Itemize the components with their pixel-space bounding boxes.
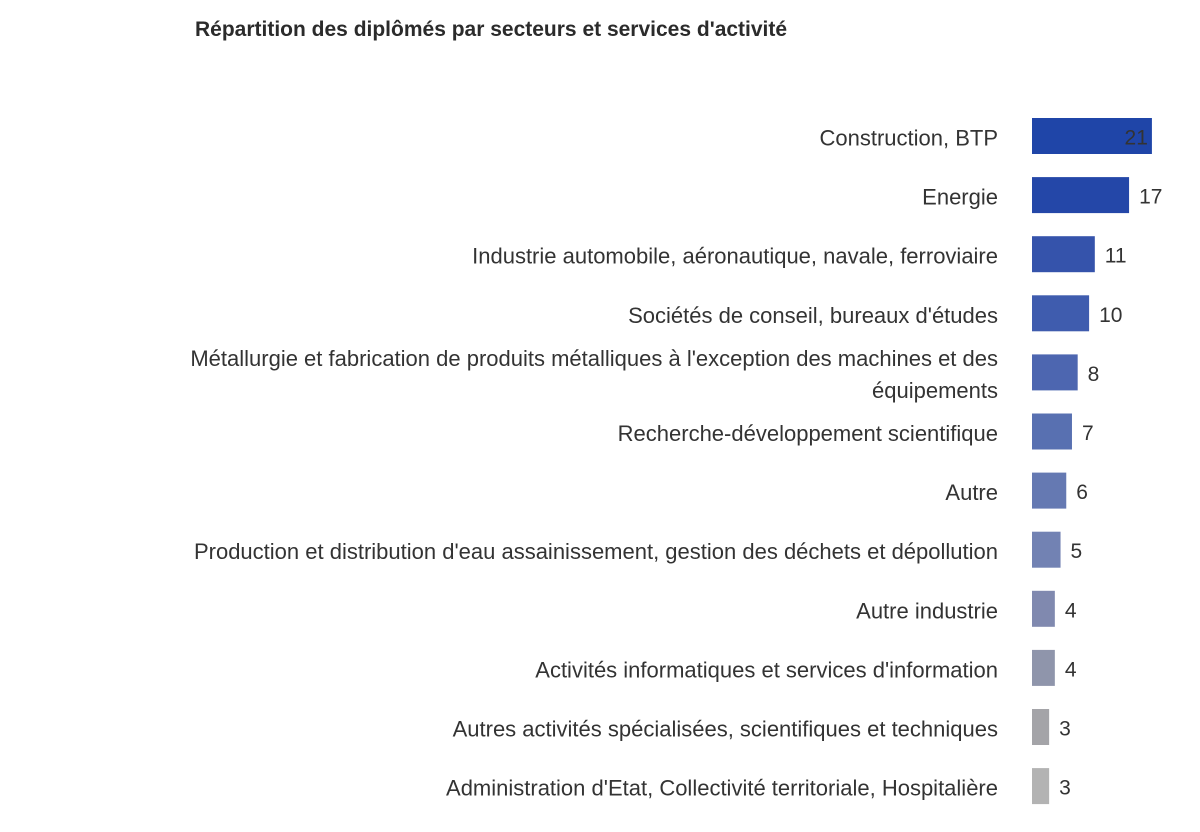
value-label-5: 7 [1081, 422, 1094, 445]
bar-10 [1032, 709, 1049, 745]
category-label-3: Sociétés de conseil, bureaux d'études [628, 302, 998, 328]
bar-2 [1032, 236, 1095, 272]
value-label-9: 4 [1064, 658, 1077, 682]
bar-8 [1032, 591, 1055, 627]
category-label-7: Production et distribution d'eau assainissement, gestion des déchets et dépollution [193, 539, 998, 565]
value-label-4: 8 [1087, 362, 1100, 386]
value-label-11: 3 [1059, 776, 1071, 800]
category-label-5: Recherche-développement scientifique [617, 421, 998, 446]
chart-title: Répartition des diplômés par secteurs et services d'activité [195, 18, 788, 41]
value-label-7: 5 [1070, 540, 1083, 564]
category-label-11: Administration d'Etat, Collectivité territoriale, Hospitalière [446, 775, 998, 801]
category-label-8: Autre industrie [856, 598, 998, 624]
bar-7 [1032, 532, 1061, 568]
bar-1 [1032, 177, 1129, 213]
bar-11 [1032, 768, 1049, 804]
value-label-10: 3 [1059, 717, 1071, 741]
value-label-0: 21 [1124, 126, 1148, 150]
bar-4 [1032, 354, 1078, 390]
bar-3 [1032, 295, 1089, 331]
value-label-3: 10 [1099, 303, 1123, 327]
category-label-10: Autres activités spécialisées, scientifiques et techniques [452, 716, 998, 742]
bar-6 [1032, 473, 1066, 509]
value-label-1: 17 [1139, 185, 1163, 209]
value-label-6: 6 [1076, 481, 1088, 505]
category-label-4-line-1: équipements [872, 377, 998, 403]
value-label-8: 4 [1064, 599, 1077, 623]
bar-9 [1032, 650, 1055, 686]
category-label-9: Activités informatiques et services d'information [535, 657, 998, 683]
category-label-0: Construction, BTP [819, 125, 998, 151]
category-label-2: Industrie automobile, aéronautique, navale, ferroviaire [472, 243, 998, 269]
category-label-1: Energie [922, 184, 998, 210]
bar-5 [1032, 414, 1072, 450]
category-label-4-line-0: Métallurgie et fabrication de produits métalliques à l'exception des machines et des [190, 345, 998, 371]
value-label-2: 11 [1104, 244, 1127, 268]
category-label-6: Autre [945, 480, 998, 506]
